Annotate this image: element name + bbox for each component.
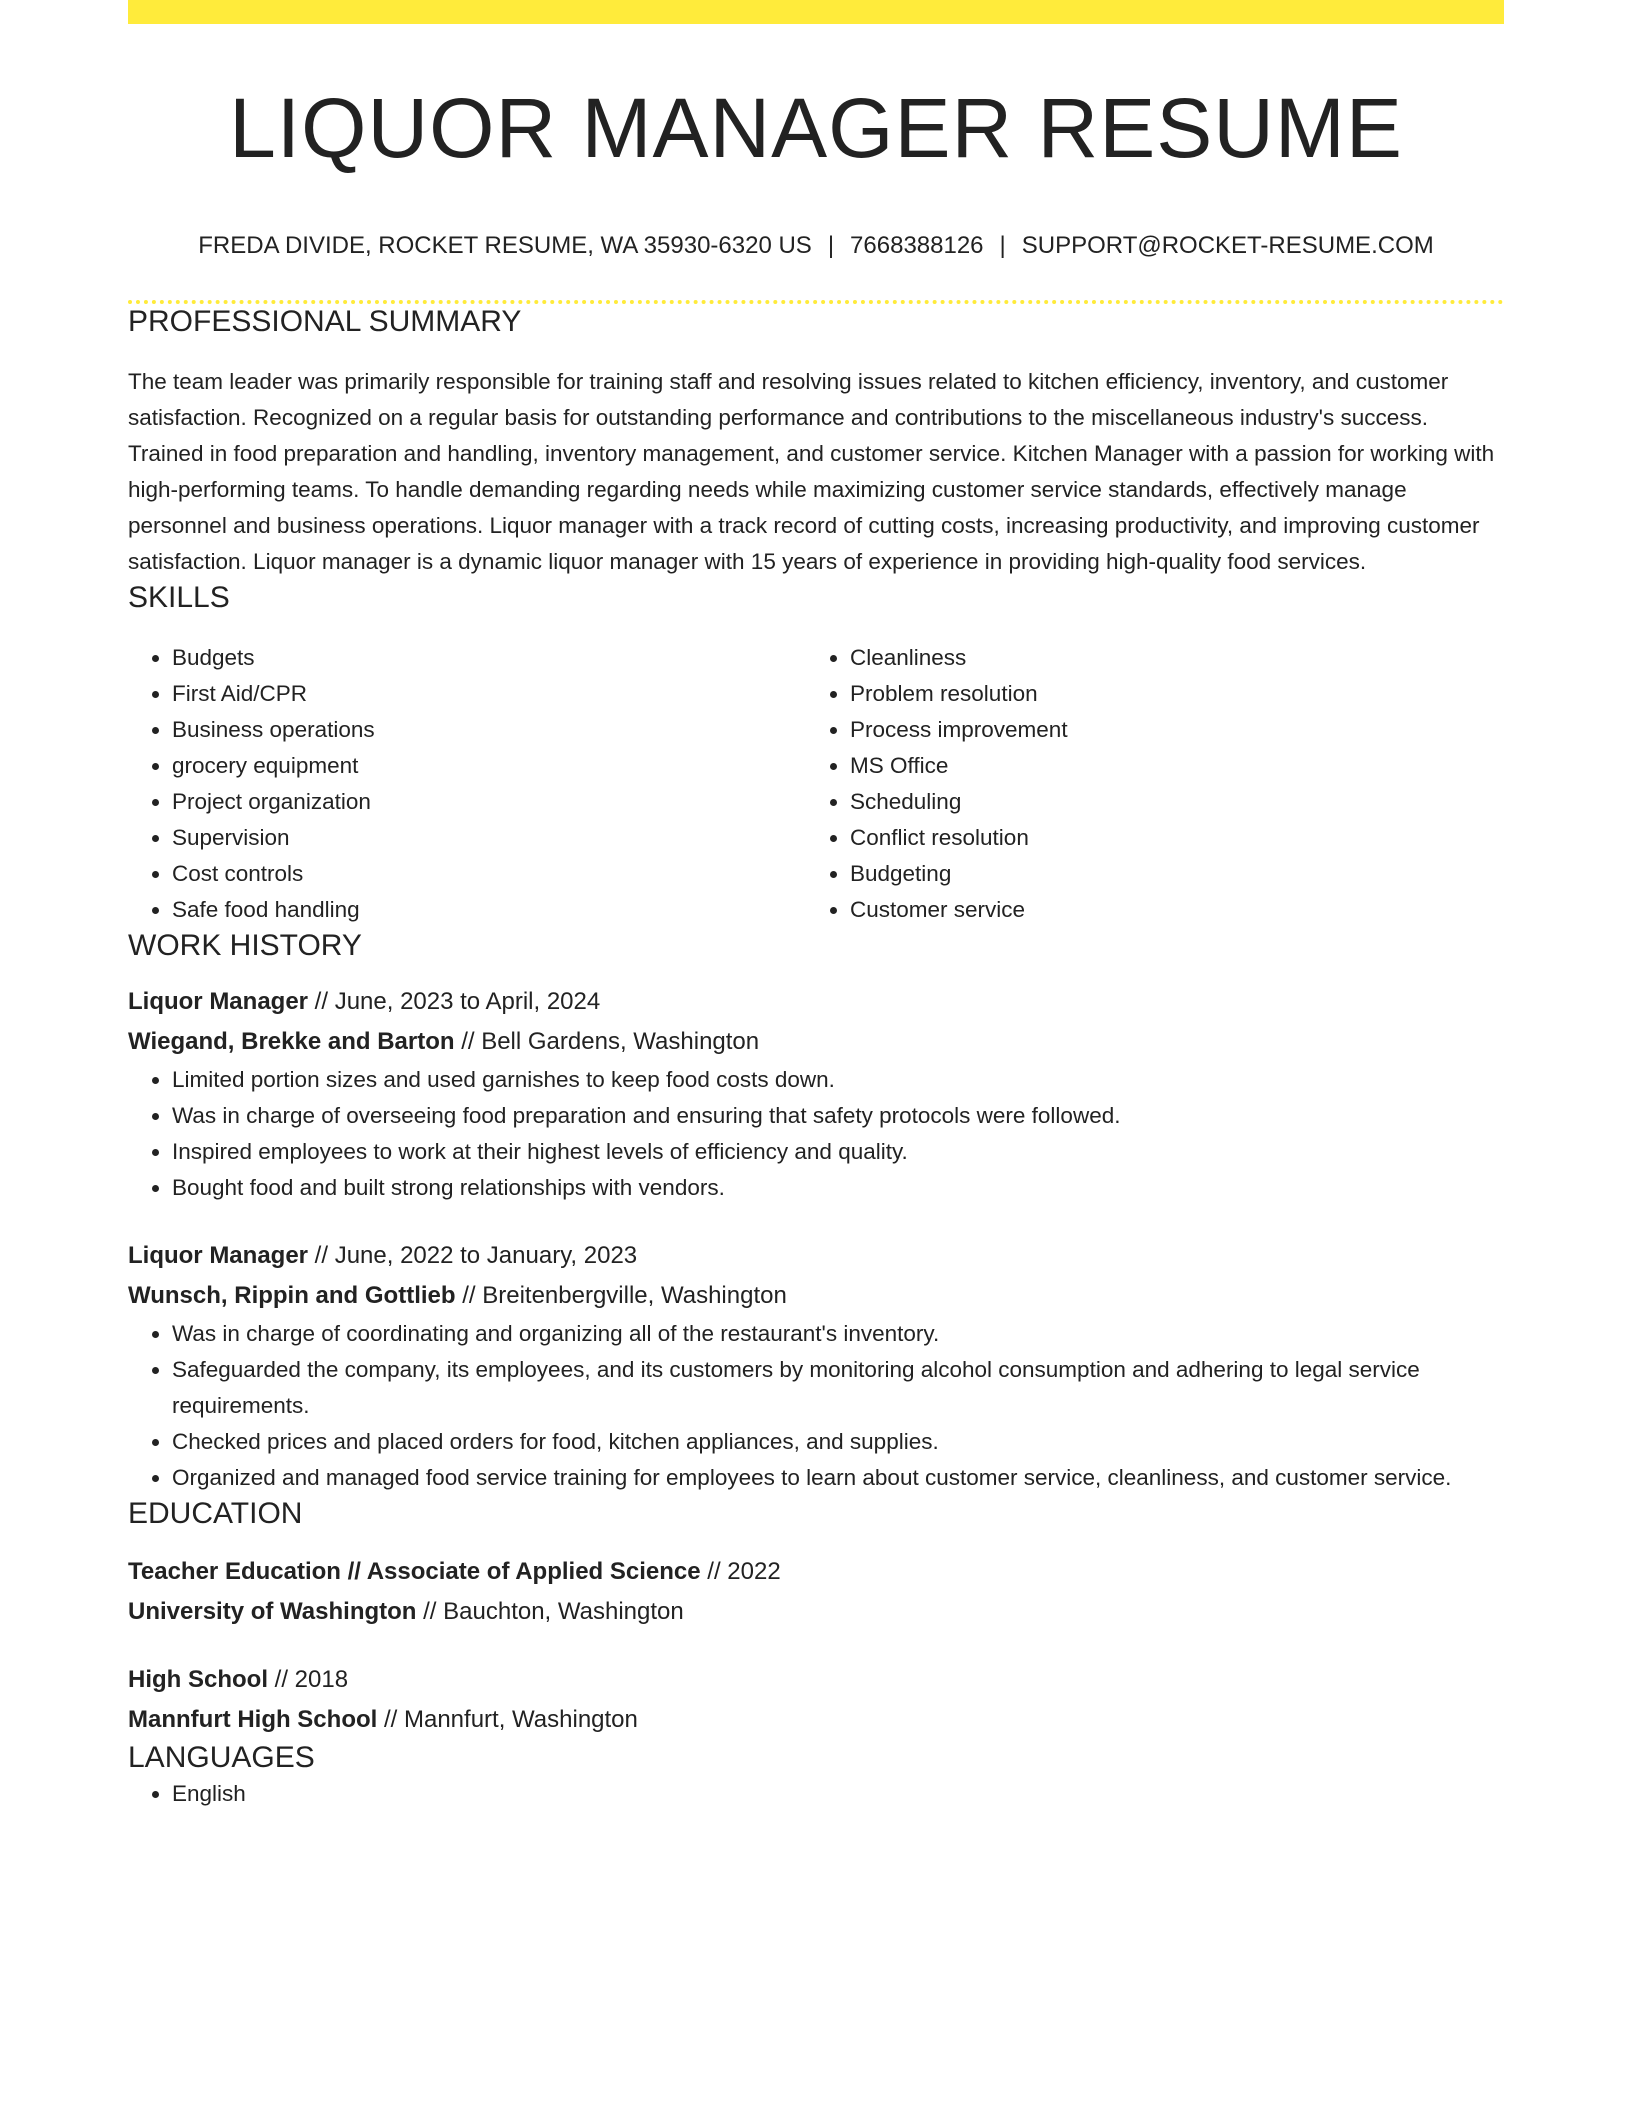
education-year: // 2022 [700, 1558, 781, 1585]
job-location: // Breitenbergville, Washington [455, 1282, 787, 1309]
job-duty: • Limited portion sizes and used garnishes to keep food costs down. [172, 1062, 1504, 1098]
job-company: Wiegand, Brekke and Barton [128, 1028, 455, 1055]
job-duty: • Safeguarded the company, its employees, and its customers by monitoring alcohol consumption and adhering to legal service requirements. [172, 1352, 1504, 1424]
education-school-line [128, 1592, 1504, 1632]
job-duties-list [128, 1316, 1504, 1496]
skills-column-left [128, 640, 806, 928]
skill-item: • Safe food handling [172, 892, 806, 928]
contact-line [128, 230, 1504, 262]
job-dates: // June, 2022 to January, 2023 [308, 1242, 638, 1269]
job-title-line [128, 1236, 1504, 1276]
skill-item: • Scheduling [850, 784, 1484, 820]
education-school-line [128, 1700, 1504, 1740]
job-location: // Bell Gardens, Washington [454, 1028, 760, 1055]
job-title: Liquor Manager [128, 988, 309, 1015]
education-degree-line [128, 1552, 1504, 1592]
language-item: • English [172, 1776, 1504, 1812]
skills-column-right [806, 640, 1484, 928]
skill-item: • Project organization [172, 784, 806, 820]
education-degree-line [128, 1660, 1504, 1700]
contact-address: FREDA DIVIDE, ROCKET RESUME, WA 35930-6320 US [198, 232, 812, 259]
job-company-line [128, 1276, 1504, 1316]
job-duty: • Was in charge of overseeing food preparation and ensuring that safety protocols were followed. [172, 1098, 1504, 1134]
education-year: // 2018 [268, 1666, 349, 1693]
summary-heading: PROFESSIONAL SUMMARY [128, 305, 522, 338]
skill-item: • MS Office [850, 748, 1484, 784]
job-duty: • Checked prices and placed orders for food, kitchen appliances, and supplies. [172, 1424, 1504, 1460]
skill-item: • Budgets [172, 640, 806, 676]
resume-page [128, 0, 1504, 1812]
job-company-line [128, 1022, 1504, 1062]
skill-item: • Customer service [850, 892, 1484, 928]
resume-title: LIQUOR MANAGER RESUME [229, 81, 1403, 175]
skill-item: • Conflict resolution [850, 820, 1484, 856]
skill-item: • Process improvement [850, 712, 1484, 748]
job-duty: • Organized and managed food service training for employees to learn about customer service, cleanliness, and customer service. [172, 1460, 1504, 1496]
skill-item: • Supervision [172, 820, 806, 856]
contact-separator: | [827, 232, 835, 259]
education-degree: Teacher Education // Associate of Applied Science [128, 1558, 701, 1585]
education-school: University of Washington [128, 1598, 417, 1625]
job-company: Wunsch, Rippin and Gottlieb [128, 1282, 456, 1309]
education-school: Mannfurt High School [128, 1706, 378, 1733]
education-location: // Bauchton, Washington [416, 1598, 684, 1625]
languages-heading: LANGUAGES [128, 1741, 315, 1774]
education-degree: High School [128, 1666, 268, 1693]
job-duty: • Was in charge of coordinating and organizing all of the restaurant's inventory. [172, 1316, 1504, 1352]
skill-item: • Budgeting [850, 856, 1484, 892]
skills-heading: SKILLS [128, 581, 230, 614]
languages-list [128, 1776, 1504, 1812]
work-history-heading: WORK HISTORY [128, 929, 362, 962]
education-location: // Mannfurt, Washington [377, 1706, 638, 1733]
job-title: Liquor Manager [128, 1242, 309, 1269]
job-duty: • Inspired employees to work at their highest levels of efficiency and quality. [172, 1134, 1504, 1170]
job-dates: // June, 2023 to April, 2024 [308, 988, 601, 1015]
skills-list [128, 640, 1504, 928]
job-duties-list [128, 1062, 1504, 1206]
skill-item: • grocery equipment [172, 748, 806, 784]
skill-item: • Cost controls [172, 856, 806, 892]
contact-separator: | [999, 232, 1006, 259]
skill-item: • First Aid/CPR [172, 676, 806, 712]
contact-email: SUPPORT@ROCKET-RESUME.COM [1021, 232, 1434, 259]
job-title-line [128, 982, 1504, 1022]
top-accent-bar [128, 0, 1504, 24]
skill-item: • Problem resolution [850, 676, 1484, 712]
summary-text: The team leader was primarily responsible for training staff and resolving issues related to kitchen efficiency, inventory, and customer satisfaction. Recognized on a regular basis for outstanding performance and contributions to the miscellaneous industry's success. Trained in food preparation and handling, inventory management, and customer service. Kitchen Manager with a passion for working with high-performing teams. To handle demanding regarding needs while maximizing customer service standards, effectively manage personnel and business operations. Liquor manager with a track record of cutting costs, increasing productivity, and improving customer satisfaction. Liquor manager is a dynamic liquor manager with 15 years of experience in providing high-quality food services. [128, 369, 1495, 574]
skill-item: • Cleanliness [850, 640, 1484, 676]
contact-phone: 7668388126 [850, 232, 984, 259]
skill-item: • Business operations [172, 712, 806, 748]
education-heading: EDUCATION [128, 1497, 303, 1530]
job-duty: • Bought food and built strong relationships with vendors. [172, 1170, 1504, 1206]
